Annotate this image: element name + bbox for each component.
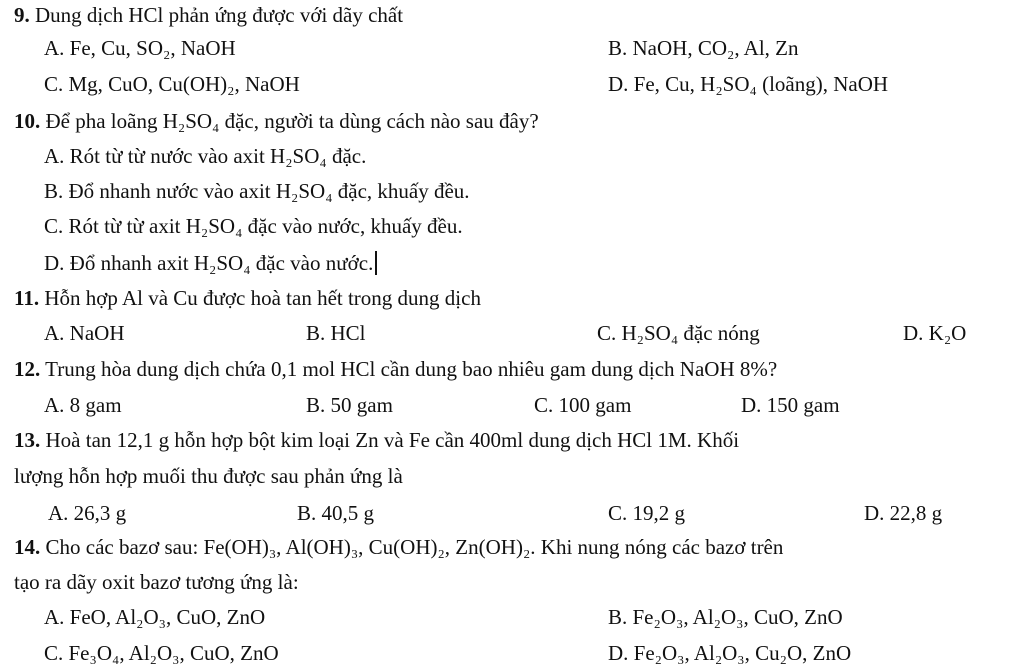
question-stem: Trung hòa dung dịch chứa 0,1 mol HCl cần dung bao nhiêu gam dung dịch NaOH 8%? [40, 357, 778, 381]
option-a: A. 8 gam [44, 393, 122, 417]
text-cursor [375, 251, 377, 275]
option-d: D. Fe₂O₃, Al₂O₃, Cu₂O, ZnO [608, 641, 852, 665]
option-c: C. 100 gam [534, 393, 632, 417]
question-stem: Để pha loãng H₂SO₄ đặc, người ta dùng cách nào sau đây? [40, 109, 539, 133]
option-d: D. 150 gam [741, 393, 840, 417]
question-11 [14, 285, 481, 311]
question-number: 12. [14, 357, 41, 381]
option-c: C. Mg, CuO, Cu(OH)₂, NaOH [44, 72, 300, 96]
question-number: 11. [14, 286, 40, 310]
option-d-line[interactable] [44, 250, 377, 276]
option-a: A. Fe, Cu, SO₂, NaOH [44, 36, 236, 60]
question-stem: Hỗn hợp Al và Cu được hoà tan hết trong dung dịch [39, 286, 481, 310]
question-10 [14, 108, 539, 134]
question-stem-continued: lượng hỗn hợp muối thu được sau phản ứng là [14, 464, 403, 488]
option-d: D. 22,8 g [864, 501, 943, 525]
question-stem: Cho các bazơ sau: Fe(OH)₃, Al(OH)₃, Cu(OH)₂, Zn(OH)₂. Khi nung nóng các bazơ trên [40, 535, 784, 559]
question-9 [14, 2, 403, 28]
option-a: A. FeO, Al₂O₃, CuO, ZnO [44, 605, 266, 629]
question-stem: Dung dịch HCl phản ứng được với dãy chất [29, 3, 404, 27]
option-c: C. 19,2 g [608, 501, 686, 525]
option-b: B. 50 gam [306, 393, 393, 417]
question-number: 9. [14, 3, 30, 27]
option-b: B. NaOH, CO₂, Al, Zn [608, 36, 799, 60]
option-b: B. Fe₂O₃, Al₂O₃, CuO, ZnO [608, 605, 843, 629]
question-number: 14. [14, 535, 41, 559]
option-d: D. Đổ nhanh axit H₂SO₄ đặc vào nước. [44, 251, 374, 275]
question-number: 13. [14, 428, 41, 452]
question-12 [14, 356, 777, 382]
option-b: B. Đổ nhanh nước vào axit H₂SO₄ đặc, khuấy đều. [44, 179, 470, 203]
option-d: D. Fe, Cu, H₂SO₄ (loãng), NaOH [608, 72, 889, 96]
option-a: A. Rót từ từ nước vào axit H₂SO₄ đặc. [44, 144, 367, 168]
question-stem-continued: tạo ra dãy oxit bazơ tương ứng là: [14, 570, 299, 594]
option-c: C. Fe₃O₄, Al₂O₃, CuO, ZnO [44, 641, 279, 665]
question-number: 10. [14, 109, 41, 133]
option-c: C. Rót từ từ axit H₂SO₄ đặc vào nước, khuấy đều. [44, 214, 463, 238]
question-stem: Hoà tan 12,1 g hỗn hợp bột kim loại Zn và Fe cần 400ml dung dịch HCl 1M. Khối [40, 428, 740, 452]
option-a: A. 26,3 g [48, 501, 127, 525]
option-a: A. NaOH [44, 321, 125, 345]
option-c: C. H₂SO₄ đặc nóng [597, 321, 760, 345]
option-d: D. K₂O [903, 321, 967, 345]
question-13 [14, 427, 739, 453]
question-14 [14, 534, 783, 560]
option-b: B. 40,5 g [297, 501, 375, 525]
option-b: B. HCl [306, 321, 366, 345]
